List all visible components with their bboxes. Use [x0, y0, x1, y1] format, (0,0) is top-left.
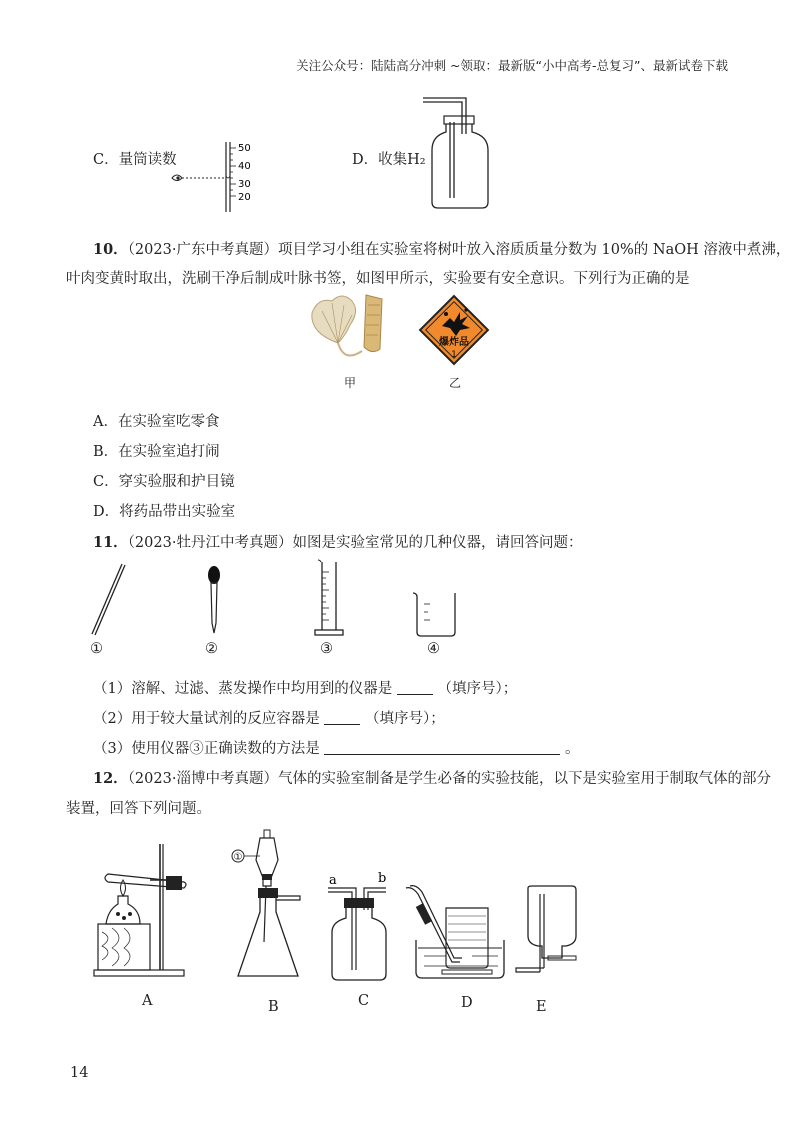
- q11-sub2-answer-blank[interactable]: [324, 708, 360, 725]
- dropper-figure: [202, 565, 226, 637]
- q10-number: 10．: [93, 241, 128, 258]
- q10-option-d: D．将药品带出实验室: [93, 504, 236, 520]
- q9-option-c: C．量筒读数: [93, 152, 177, 168]
- q11-sub3-answer-blank[interactable]: [324, 738, 560, 755]
- instrument-label-2: ②: [205, 641, 218, 657]
- tick-label: 40: [238, 161, 251, 172]
- cylinder-reading-figure: [170, 140, 260, 215]
- apparatus-label-a: A: [142, 993, 153, 1009]
- apparatus-d-water-collection: [402, 884, 512, 984]
- q11-sub1-answer-blank[interactable]: [397, 678, 433, 695]
- tick-label: 50: [238, 143, 251, 154]
- instrument-label-1: ①: [90, 641, 103, 657]
- page-header: 关注公众号：陆陆高分冲刺 ~领取：最新版“小中高考-总复习”、最新试卷下载: [296, 58, 728, 73]
- q11-sub2-suffix: （填序号）；: [364, 711, 445, 727]
- gas-collection-bottle: [420, 94, 500, 214]
- apparatus-label-d: D: [461, 995, 473, 1011]
- q10-option-b: B．在实验室追打闹: [93, 444, 220, 460]
- q11-sub1-prefix: （1）溶解、过滤、蒸发操作中均用到的仪器是: [93, 681, 393, 697]
- q11-stem: （2023·牡丹江中考真题）如图是实验室常见的几种仪器，请回答问题：: [127, 535, 583, 551]
- q11-sub2-prefix: （2）用于较大量试剂的反应容器是: [93, 711, 320, 727]
- explosive-warning-sign: [416, 292, 492, 368]
- page-number: 14: [70, 1065, 89, 1081]
- instrument-label-4: ④: [427, 641, 440, 657]
- port-a-label: a: [329, 873, 337, 888]
- q12-stem-line1: （2023·淄博中考真题）气体的实验室制备是学生必备的实验技能，以下是实验室用于制取气体的部分: [127, 771, 771, 787]
- port-b-label: b: [378, 871, 387, 886]
- q11-number: 11．: [93, 534, 128, 551]
- q10-stem-line1: （2023·广东中考真题）项目学习小组在实验室将树叶放入溶质质量分数为 10%的 NaOH 溶液中煮沸，: [127, 242, 791, 258]
- graduated-cylinder-figure: [312, 560, 348, 638]
- q10-option-a: A．在实验室吃零食: [93, 414, 220, 430]
- sign-number: 1: [451, 350, 457, 360]
- instrument-label-3: ③: [320, 641, 333, 657]
- sign-label: 爆炸品: [439, 337, 469, 348]
- funnel-label: ①: [233, 852, 243, 863]
- fig-jia-caption: 甲: [344, 376, 357, 390]
- apparatus-label-e: E: [536, 999, 547, 1015]
- q11-sub3-prefix: （3）使用仪器③正确读数的方法是: [93, 741, 320, 757]
- q12-number: 12．: [93, 770, 128, 787]
- eye-icon: [172, 175, 182, 181]
- q11-sub1-suffix: （填序号）；: [437, 681, 518, 697]
- q10-stem-line2: 叶肉变黄时取出，洗刷干净后制成叶脉书签，如图甲所示，实验要有安全意识。下列行为正确的是: [66, 271, 690, 287]
- beaker-figure: [410, 590, 460, 638]
- apparatus-a-heating-setup: [88, 842, 198, 982]
- glass-rod-figure: [88, 562, 128, 636]
- q10-option-c: C．穿实验服和护目镜: [93, 474, 235, 490]
- q9-option-d: D．收集H₂: [352, 152, 426, 168]
- tick-label: 20: [238, 192, 251, 203]
- apparatus-b-flask-setup: [222, 826, 312, 986]
- leaf-bookmark-image: [308, 293, 396, 368]
- fig-yi-caption: 乙: [449, 376, 462, 390]
- apparatus-label-c: C: [358, 993, 370, 1009]
- apparatus-e-inverted-bottle: [512, 884, 582, 984]
- q12-stem-line2: 装置，回答下列问题。: [66, 801, 211, 817]
- q11-sub3-suffix: 。: [564, 741, 580, 757]
- apparatus-c-bottle-setup: [324, 870, 394, 986]
- apparatus-label-b: B: [268, 999, 279, 1015]
- tick-label: 30: [238, 179, 251, 190]
